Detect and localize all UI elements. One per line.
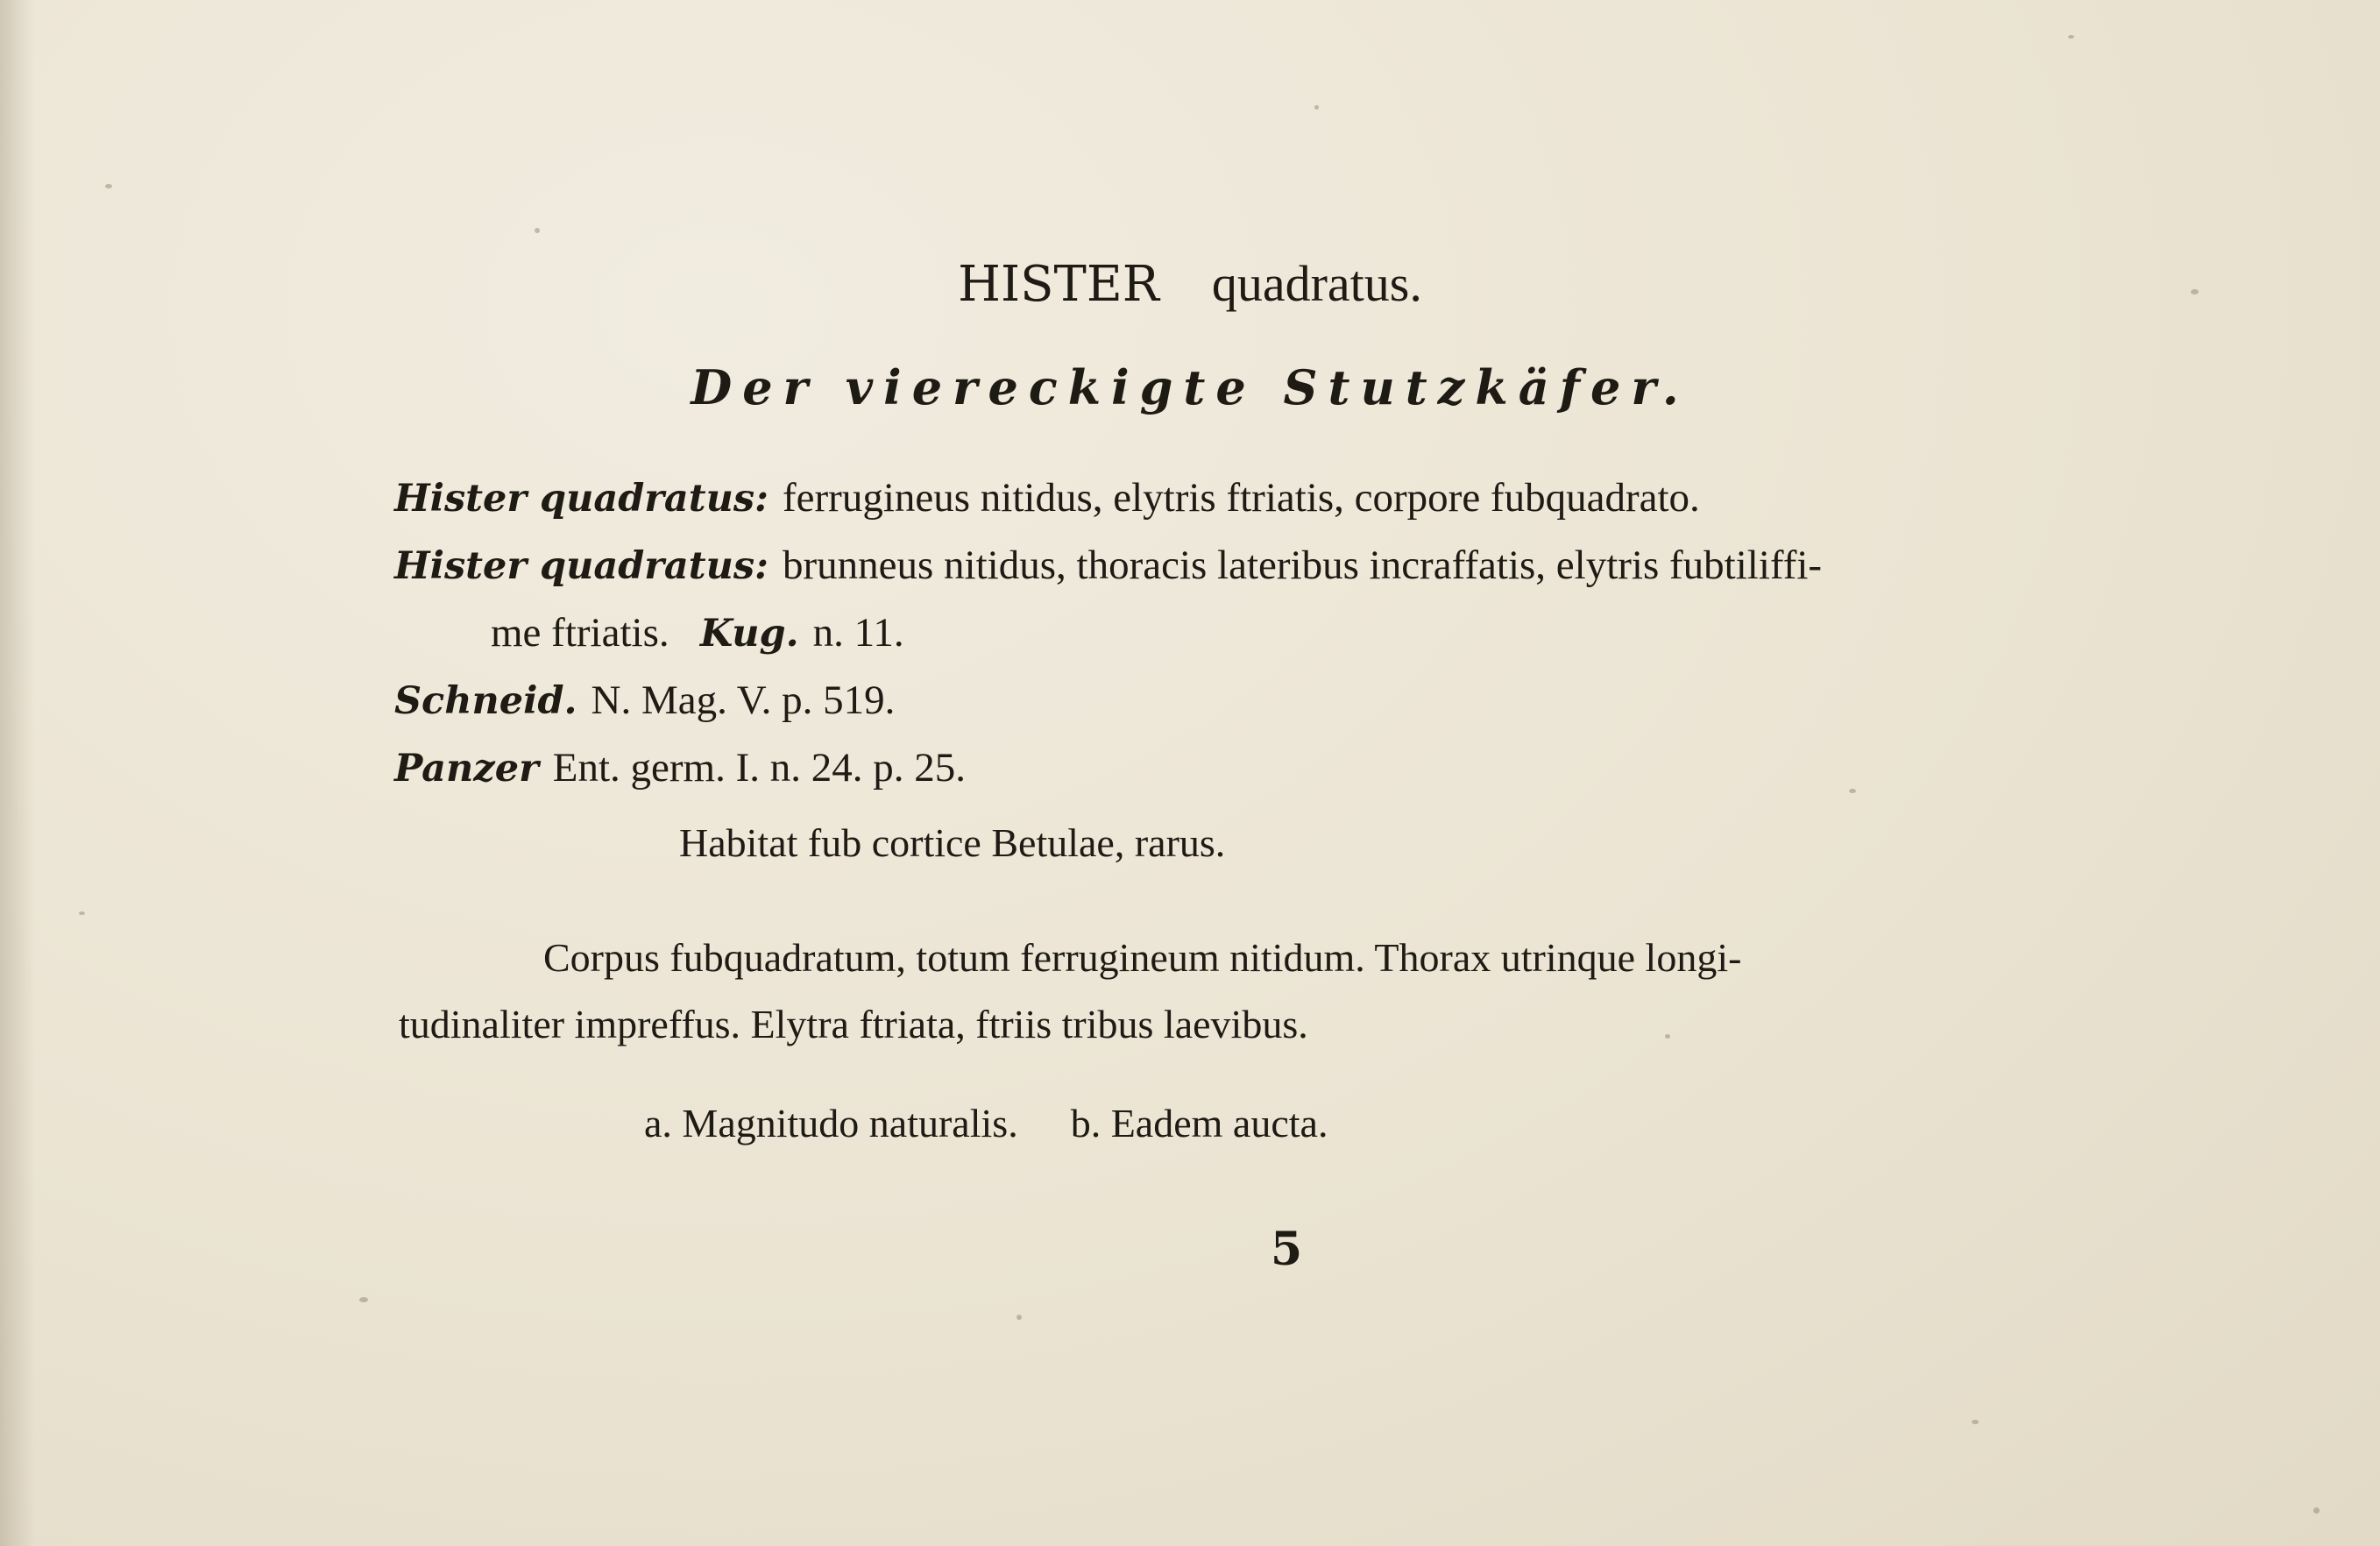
reference-line — [394, 532, 2129, 599]
paper-speck — [359, 1297, 368, 1302]
paper-speck — [1972, 1420, 1979, 1424]
paper-speck — [2313, 1507, 2320, 1514]
reference-author: Hister quadratus: — [394, 544, 769, 588]
paper-speck — [105, 184, 112, 188]
habitat-text: Habitat fub cortice Betulae, rarus. — [679, 820, 1226, 865]
paper-speck — [1016, 1315, 1022, 1320]
page-edge-shadow — [0, 0, 35, 1546]
reference-author: Panzer — [394, 747, 539, 791]
page-title — [0, 254, 2380, 313]
reference-author: Kug. — [699, 612, 799, 656]
reference-author: Hister quadratus: — [394, 477, 769, 521]
paper-speck — [1314, 105, 1319, 110]
reference-text: brunneus nitidus, thoracis lateribus incraffatis, elytris fubtiliffi- — [783, 543, 1823, 588]
description-line: tudinaliter impreffus. Elytra ftriata, ftriis tribus laevibus. — [399, 1002, 1308, 1046]
figure-caption — [644, 1100, 1328, 1146]
reference-text: me ftriatis. — [491, 610, 669, 656]
caption-b: b. Eadem aucta. — [1070, 1101, 1328, 1145]
page-number: 5 — [1271, 1223, 1303, 1276]
description — [399, 925, 2116, 1058]
reference-line — [394, 599, 2129, 667]
reference-text: ferrugineus nitidus, elytris ftriatis, corpore fubquadrato. — [783, 475, 1700, 521]
reference-author: Schneid. — [394, 679, 577, 723]
paper-speck — [2068, 35, 2074, 39]
reference-text: N. Mag. V. p. 519. — [591, 677, 896, 723]
reference-line — [394, 734, 2129, 802]
paper-speck — [79, 911, 85, 915]
reference-text: n. 11. — [812, 610, 904, 656]
reference-text: Ent. germ. I. n. 24. p. 25. — [552, 745, 966, 791]
paper-speck — [535, 228, 540, 233]
reference-line — [394, 465, 2129, 532]
description-line: Corpus fubquadratum, totum ferrugineum nitidum. Thorax utrinque longi- — [543, 935, 1742, 980]
genus-name: HISTER — [958, 256, 1159, 313]
reference-line — [394, 667, 2129, 734]
synonymy-references — [394, 465, 2129, 802]
species-name: quadratus. — [1211, 255, 1422, 312]
caption-a: a. Magnitudo naturalis. — [644, 1101, 1018, 1145]
common-name: Der viereckigte Stutzkäfer. — [691, 359, 1689, 415]
